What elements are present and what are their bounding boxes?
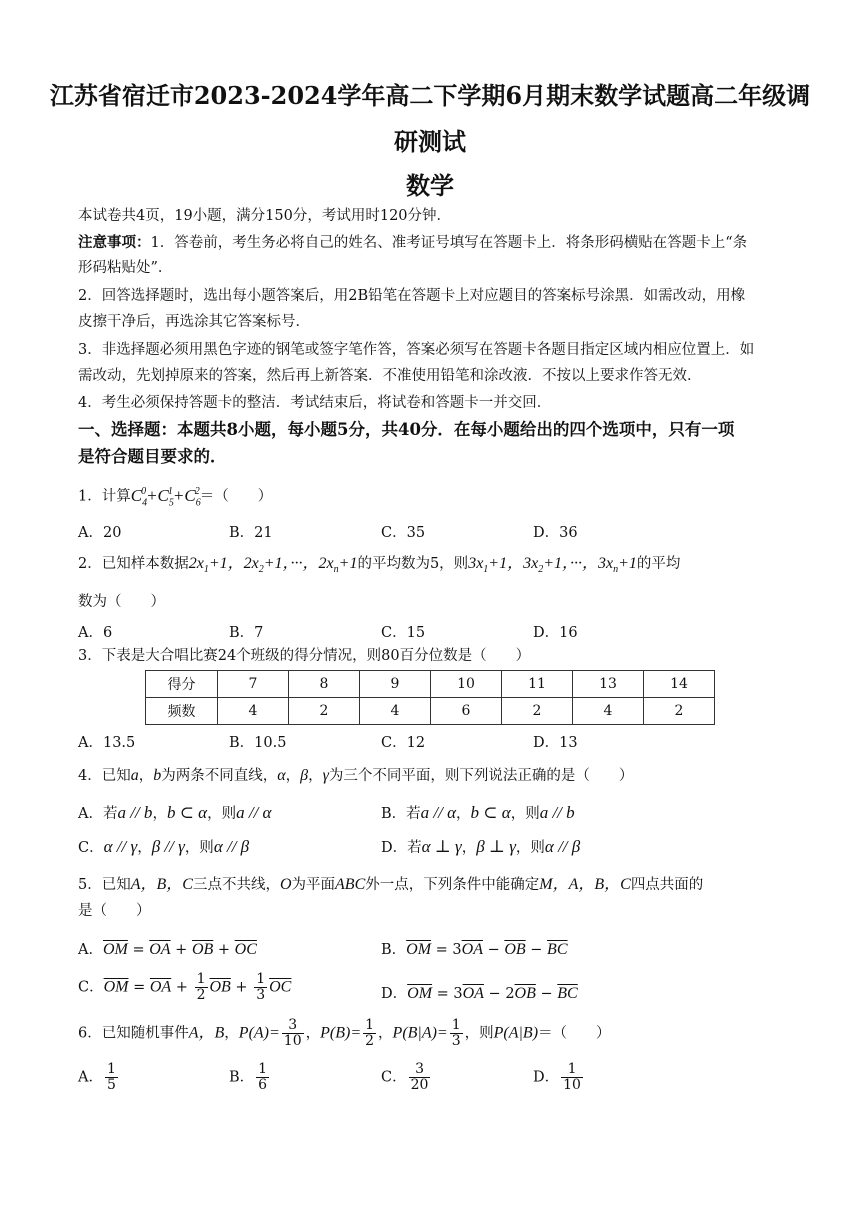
- table-cell: 6: [431, 698, 502, 725]
- q5-option-c[interactable]: C．$\overline{OM} = \overline{OA}$ + $\frac{1}{2}$ $\overline{OB}$ + $\frac{1}{3}$ $\overline{OC}$: [78, 971, 292, 1003]
- q5-option-c-label: C．: [78, 979, 104, 996]
- vector-ob: $\overline{OB}$: [191, 941, 214, 958]
- q2-option-b[interactable]: B．7: [229, 625, 264, 641]
- q5-stem-d: 外一点，下列条件中能确定: [365, 877, 540, 893]
- fraction-3-10: $\frac{3}{10}$: [283, 1017, 302, 1049]
- q4-then: ，则: [510, 806, 540, 822]
- vector-oa: $\overline{OA}$: [462, 985, 484, 1002]
- fraction-one-third: $\frac{1}{3}$: [256, 971, 266, 1003]
- q4-option-c-math3: α // β: [213, 837, 250, 856]
- fraction-1-10: $\frac{1}{10}$: [563, 1061, 581, 1093]
- exam-title-line2: 研测试: [394, 127, 466, 156]
- table-cell: 4: [360, 698, 431, 725]
- q5-origin: O: [279, 876, 292, 893]
- q2-post: 的平均: [636, 556, 681, 572]
- table-cell: 8: [289, 671, 360, 698]
- notice-2a: 2．回答选择题时，选出每小题答案后，用2B铅笔在答题卡上对应题目的答案标号涂黑．如需改动，用橡: [78, 288, 746, 304]
- q4-lines-b: b: [153, 767, 162, 784]
- q4-option-b-math2: b ⊂ α: [470, 803, 511, 822]
- notice-label: 注意事项：: [78, 234, 151, 251]
- notice-2b: 皮擦干净后，再选涂其它答案标号．: [78, 314, 310, 330]
- q4-option-d-math3: α // β: [544, 837, 581, 856]
- table-cell: 2: [502, 698, 573, 725]
- q4-option-a-label: A．若: [78, 806, 118, 822]
- fraction-one-half: $\frac{1}{2}$: [196, 971, 206, 1003]
- q5-plane: ABC: [335, 876, 366, 893]
- q1-option-a[interactable]: A．20: [78, 525, 122, 541]
- q4-then: ，则: [207, 806, 237, 822]
- q1-stem-pre: 1．计算: [78, 488, 131, 505]
- fraction-1-5: $\frac{1}{5}$: [106, 1061, 116, 1093]
- q3-option-b[interactable]: B．10.5: [229, 735, 287, 751]
- q2-option-a[interactable]: A．6: [78, 625, 113, 641]
- q5-option-b-label: B．: [381, 942, 407, 958]
- vector-om: $\overline{OM}$: [406, 941, 432, 958]
- vector-bc: $\overline{BC}$: [547, 941, 568, 958]
- q6-events: A，B: [188, 1024, 225, 1042]
- question-4: 4．已知a，b为两条不同直线，α，β，γ为三个不同平面，则下列说法正确的是（ ）: [78, 767, 634, 784]
- question-6: 6．已知随机事件A，B，P(A)= $\frac{3}{10}$ ，P(B)= $\frac{1}{2}$ ，P(B|A)= $\frac{1}{3}$ ，则P(A|B)＝（ ）: [78, 1017, 611, 1049]
- q6-then: ，则: [464, 1025, 494, 1042]
- vector-oa: $\overline{OA}$: [149, 978, 172, 996]
- q4-planes: α: [277, 767, 286, 784]
- q4-then: ，则: [184, 840, 214, 856]
- q4-option-c-math: α // γ: [103, 837, 138, 856]
- q5-stem-b: 三点不共线，: [192, 877, 280, 893]
- q4-lines: a: [130, 767, 139, 784]
- q5-line2: 是（ ）: [78, 903, 151, 919]
- question-1: [78, 481, 790, 514]
- q5-stem-c: 为平面: [291, 877, 336, 893]
- notice-1: [78, 232, 790, 254]
- table-row-frequency: [146, 698, 715, 725]
- q4-stem-mid: 为两条不同直线，: [161, 768, 278, 784]
- q6-option-c-label: C．: [381, 1069, 407, 1086]
- vector-bc: $\overline{BC}$: [557, 985, 578, 1002]
- vector-ob: $\overline{OB}$: [209, 978, 231, 996]
- q4-option-a-math: a // b: [117, 803, 153, 822]
- notice-4: 4．考生必须保持答题卡的整洁．考试结束后，将试卷和答题卡一并交回．: [78, 395, 552, 411]
- q6-option-d[interactable]: [533, 1062, 585, 1093]
- question-3: 3．下表是大合唱比赛24个班级的得分情况，则80百分位数是（ ）: [78, 648, 531, 664]
- q5-option-a-label: A．: [78, 942, 103, 958]
- q1-option-d[interactable]: D．36: [533, 525, 578, 541]
- fraction-3-20: $\frac{3}{20}$: [410, 1061, 429, 1093]
- q4-stem-mid2: 为三个不同平面，则下列说法正确的是（ ）: [328, 768, 634, 784]
- q6-option-c[interactable]: [381, 1062, 432, 1093]
- q5-option-b[interactable]: B．$\overline{OM} = 3\overline{OA} - \overline{OB} - \overline{BC}$: [381, 941, 568, 958]
- q2-mid: 的平均数为5，则: [357, 556, 469, 572]
- q1-option-b[interactable]: B．21: [229, 525, 273, 541]
- table-cell: 2: [644, 698, 715, 725]
- q6-pba: P(B|A)=: [392, 1024, 448, 1042]
- q2-stem-pre: 2．已知样本数据: [78, 556, 189, 572]
- q6-pa: P(A)=: [238, 1024, 280, 1042]
- q1-formula: $C_4^0+C_5^1+C_6^2$: [130, 485, 201, 509]
- q3-option-d[interactable]: D．13: [533, 735, 578, 751]
- q2-option-c[interactable]: C．15: [381, 625, 426, 641]
- fraction-1-2: $\frac{1}{2}$: [365, 1017, 375, 1049]
- vector-oa: $\overline{OA}$: [461, 941, 483, 958]
- q5-option-d[interactable]: D．$\overline{OM} = 3\overline{OA} - 2\overline{OB} - \overline{BC}$: [381, 985, 578, 1002]
- table-cell: 7: [218, 671, 289, 698]
- vector-om: $\overline{OM}$: [407, 985, 433, 1002]
- q6-option-b-label: B．: [229, 1069, 255, 1086]
- fraction-1-3: $\frac{1}{3}$: [451, 1017, 461, 1049]
- table-row-scores: [146, 671, 715, 698]
- q4-option-d-math2: β ⊥ γ: [476, 837, 516, 856]
- exam-subject: 数学: [406, 171, 454, 200]
- q4-option-d-label: D．若: [381, 840, 422, 856]
- vector-om: $\overline{OM}$: [102, 941, 128, 958]
- q5-points: A，B，C: [130, 876, 193, 893]
- notice-1a: 1．答卷前，考生务必将自己的姓名、准考证号填写在答题卡上．将条形码横贴在答题卡上“条: [150, 235, 748, 251]
- vector-ob: $\overline{OB}$: [504, 941, 526, 958]
- q3-option-a[interactable]: A．13.5: [78, 735, 136, 751]
- q4-option-c-math2: β // γ: [151, 837, 185, 856]
- q5-option-d-label: D．: [381, 986, 408, 1002]
- q5-stem-e: 四点共面的: [630, 877, 704, 893]
- fraction-1-6: $\frac{1}{6}$: [258, 1061, 268, 1093]
- vector-oa: $\overline{OA}$: [149, 941, 171, 958]
- q6-pb: P(B)=: [320, 1024, 362, 1042]
- q6-stem-pre: 6．已知随机事件: [78, 1025, 189, 1042]
- section-1-header-a: 一、选择题：本题共8小题，每小题5分，共40分．在每小题给出的四个选项中，只有一项: [78, 420, 735, 439]
- q4-option-d[interactable]: D．若α ⊥ γ，β ⊥ γ，则α // β: [381, 837, 581, 856]
- q4-option-b[interactable]: B．若a // α，b ⊂ α，则a // b: [381, 803, 575, 822]
- q2-option-d[interactable]: D．16: [533, 625, 578, 641]
- q4-option-b-math3: a // b: [539, 803, 575, 822]
- q4-plane-beta: β: [300, 767, 309, 784]
- vector-ob: $\overline{OB}$: [514, 985, 536, 1002]
- table-cell: 频数: [146, 698, 218, 725]
- score-table: [145, 670, 715, 725]
- q6-stem-post: ＝（ ）: [538, 1025, 611, 1042]
- table-cell: 4: [218, 698, 289, 725]
- q5-stem-a: 5．已知: [78, 877, 131, 893]
- intro-text: 本试卷共4页，19小题，满分150分，考试用时120分钟．: [78, 208, 452, 224]
- q4-stem-pre: 4．已知: [78, 768, 131, 784]
- q4-option-b-math: a // α: [420, 803, 457, 822]
- q6-pab: P(A|B): [493, 1024, 539, 1042]
- notice-1b: 形码粘贴处”．: [78, 260, 173, 276]
- q4-option-d-math: α ⊥ γ: [421, 837, 462, 856]
- section-1-header-b: 是符合题目要求的．: [78, 447, 227, 466]
- table-cell: 得分: [146, 671, 218, 698]
- exam-title-line1: 江苏省宿迁市2023-2024学年高二下学期6月期末数学试题高二年级调: [49, 81, 811, 110]
- q6-option-a-label: A．: [78, 1069, 103, 1086]
- vector-om: $\overline{OM}$: [103, 978, 129, 996]
- table-cell: 9: [360, 671, 431, 698]
- q6-option-d-label: D．: [533, 1069, 560, 1086]
- table-cell: 10: [431, 671, 502, 698]
- q1-option-c[interactable]: C．35: [381, 525, 426, 541]
- q5-option-a[interactable]: A．$\overline{OM} = \overline{OA} + \overline{OB} + \overline{OC}$: [78, 941, 257, 958]
- q4-then: ，则: [515, 840, 545, 856]
- notice-3a: 3．非选择题必须用黑色字迹的钢笔或签字笔作答，答案必须写在答题卡各题目指定区域内相应位置上．如: [78, 342, 755, 358]
- question-2: [78, 553, 790, 581]
- table-cell: 13: [573, 671, 644, 698]
- q2-data-2: $3x_1+1$，$3x_2+1$，···，$3x_n+1$: [468, 555, 637, 576]
- q2-line2: 数为（ ）: [78, 594, 165, 610]
- q4-plane-gamma: γ: [322, 767, 329, 784]
- question-5: [78, 874, 790, 896]
- q4-option-c[interactable]: C．α // γ，β // γ，则α // β: [78, 837, 250, 856]
- table-cell: 11: [502, 671, 573, 698]
- table-cell: 14: [644, 671, 715, 698]
- table-cell: 4: [573, 698, 644, 725]
- q1-stem-post: ＝（ ）: [199, 488, 273, 505]
- q6-option-a[interactable]: [78, 1062, 120, 1093]
- vector-oc: $\overline{OC}$: [234, 941, 257, 958]
- q2-data-1: $2x_1+1$，$2x_2+1$，···，$2x_n+1$: [188, 555, 358, 576]
- notice-3b: 需改动，先划掉原来的答案，然后再上新答案．不准使用铅笔和涂改液．不按以上要求作答无效．: [78, 368, 702, 384]
- q4-option-a-math3: a // α: [236, 803, 272, 822]
- table-cell: 2: [289, 698, 360, 725]
- q4-option-a[interactable]: A．若a // b，b ⊂ α，则a // α: [78, 803, 272, 822]
- q4-option-c-label: C．: [78, 840, 104, 856]
- q3-option-c[interactable]: C．12: [381, 735, 426, 751]
- q4-option-a-math2: b ⊂ α: [166, 803, 208, 822]
- q6-option-b[interactable]: [229, 1062, 271, 1093]
- q4-option-b-label: B．若: [381, 806, 421, 822]
- vector-oc: $\overline{OC}$: [269, 978, 292, 996]
- q5-points2: M，A，B，C: [539, 876, 631, 893]
